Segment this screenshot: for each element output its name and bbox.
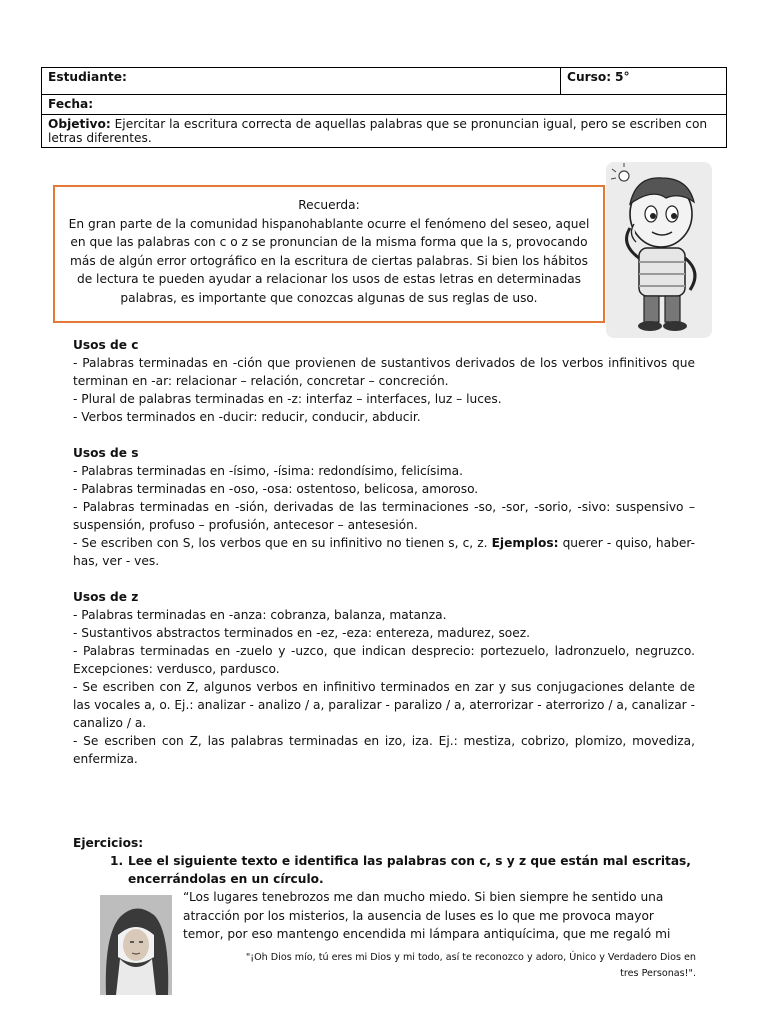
boy-thinking-illustration [606, 162, 712, 338]
usos-c-item: - Palabras terminadas en -ción que provienen de sustantivos derivados de los verbos infinitivos que terminan en -ar: relacionar – relación, concretar – concreción. [73, 356, 695, 388]
usos-c-heading: Usos de c [73, 338, 139, 352]
objective-cell [42, 115, 727, 148]
exercise-number: 1. [110, 854, 124, 868]
recuerda-text: En gran parte de la comunidad hispanohablante ocurre el fenómeno del seseo, aquel en que las palabras con c o z se pronuncian de la misma forma que la s, provocando más de algún error ortográfico en la escritura de ciertas palabras. Si bien los hábitos de lectura te pueden ayudar a relacionar los usos de estas letras en determinadas palabras, es importante que conozcas algunas de sus reglas de uso. [68, 216, 590, 305]
usos-s-item [73, 534, 695, 570]
recuerda-title: Recuerda: [298, 198, 360, 212]
prayer-caption: "¡Oh Dios mío, tú eres mi Dios y mi todo, así te reconozco y adoro, Único y Verdadero Dios en tres Personas!". [245, 952, 696, 979]
objective-text: Ejercitar la escritura correcta de aquellas palabras que se pronuncian igual, pero se escriben con letras diferentes. [48, 117, 708, 145]
boy-illustration-svg [606, 162, 712, 338]
usage-rules [73, 336, 695, 768]
usos-s-item: - Palabras terminadas en -sión, derivadas de las terminaciones -so, -sor, -sorio, -sivo: suspensivo – suspensión, profuso – profusión, antecesor – antesesión. [73, 500, 695, 532]
usos-z-item: - Sustantivos abstractos terminados en -ez, -eza: entereza, madurez, soez. [73, 626, 531, 640]
student-label: Estudiante: [48, 70, 127, 84]
objective-label: Objetivo: [48, 117, 111, 131]
section-gap [73, 426, 695, 444]
date-cell [42, 95, 727, 115]
nun-portrait-photo [100, 895, 172, 995]
usos-z-item: - Palabras terminadas en -anza: cobranza, balanza, matanza. [73, 608, 447, 622]
exercises-heading: Ejercicios: [73, 836, 144, 850]
usos-s-item-start: - Se escriben con S, los verbos que en su infinitivo no tienen s, c, z. [73, 536, 492, 550]
student-cell [42, 68, 561, 95]
header-table [41, 67, 727, 148]
usos-s-heading: Usos de s [73, 446, 139, 460]
course-cell [561, 68, 727, 95]
usos-z-heading: Usos de z [73, 590, 139, 604]
usos-s-item: - Palabras terminadas en -ísimo, -ísima: redondísimo, felicísima. [73, 464, 464, 478]
usos-z-item: - Se escriben con Z, algunos verbos en infinitivo terminados en zar y sus conjugaciones delante de las vocales a, o. Ej.: analizar - analizo / a, paralizar - paralizo / a, aterrorizar - aterrorizo / a, canalizar - canalizo / a. [73, 680, 695, 730]
section-gap [73, 570, 695, 588]
exercise-instruction: Lee el siguiente texto e identifica las palabras con c, s y z que están mal escritas, encerrándolas en un círculo. [128, 854, 691, 886]
usos-c-item: - Verbos terminados en -ducir: reducir, conducir, abducir. [73, 410, 421, 424]
exercise-item [110, 852, 695, 888]
usos-s-item-end: querer - quiso, haber- has, ver - ves. [73, 536, 695, 568]
examples-label: Ejemplos: [491, 536, 559, 550]
recuerda-box [53, 185, 605, 323]
nun-portrait-svg [100, 895, 172, 995]
exercises-section [73, 834, 695, 888]
exercise-text: “Los lugares tenebrozos me dan mucho miedo. Si bien siempre he sentido una atracción por los misterios, la ausencia de luses es lo que me provoca mayor temor, por eso mantengo encendida mi lámpara antiquícima, que me regaló mi [183, 890, 671, 941]
date-label: Fecha: [48, 97, 94, 111]
course-label: Curso: [567, 70, 612, 84]
usos-s-item: - Palabras terminadas en -oso, -osa: ostentoso, belicosa, amoroso. [73, 482, 479, 496]
course-value: 5° [615, 70, 630, 84]
usos-z-item: - Palabras terminadas en -zuelo y -uzco, que indican desprecio: portezuelo, ladronzuelo, negruzco. Excepciones: verdusco, pardusco. [73, 644, 695, 676]
usos-c-item: - Plural de palabras terminadas en -z: interfaz – interfaces, luz – luces. [73, 392, 502, 406]
usos-z-item: - Se escriben con Z, las palabras terminadas en izo, iza. Ej.: mestiza, cobrizo, plomizo, movediza, enfermiza. [73, 734, 695, 766]
